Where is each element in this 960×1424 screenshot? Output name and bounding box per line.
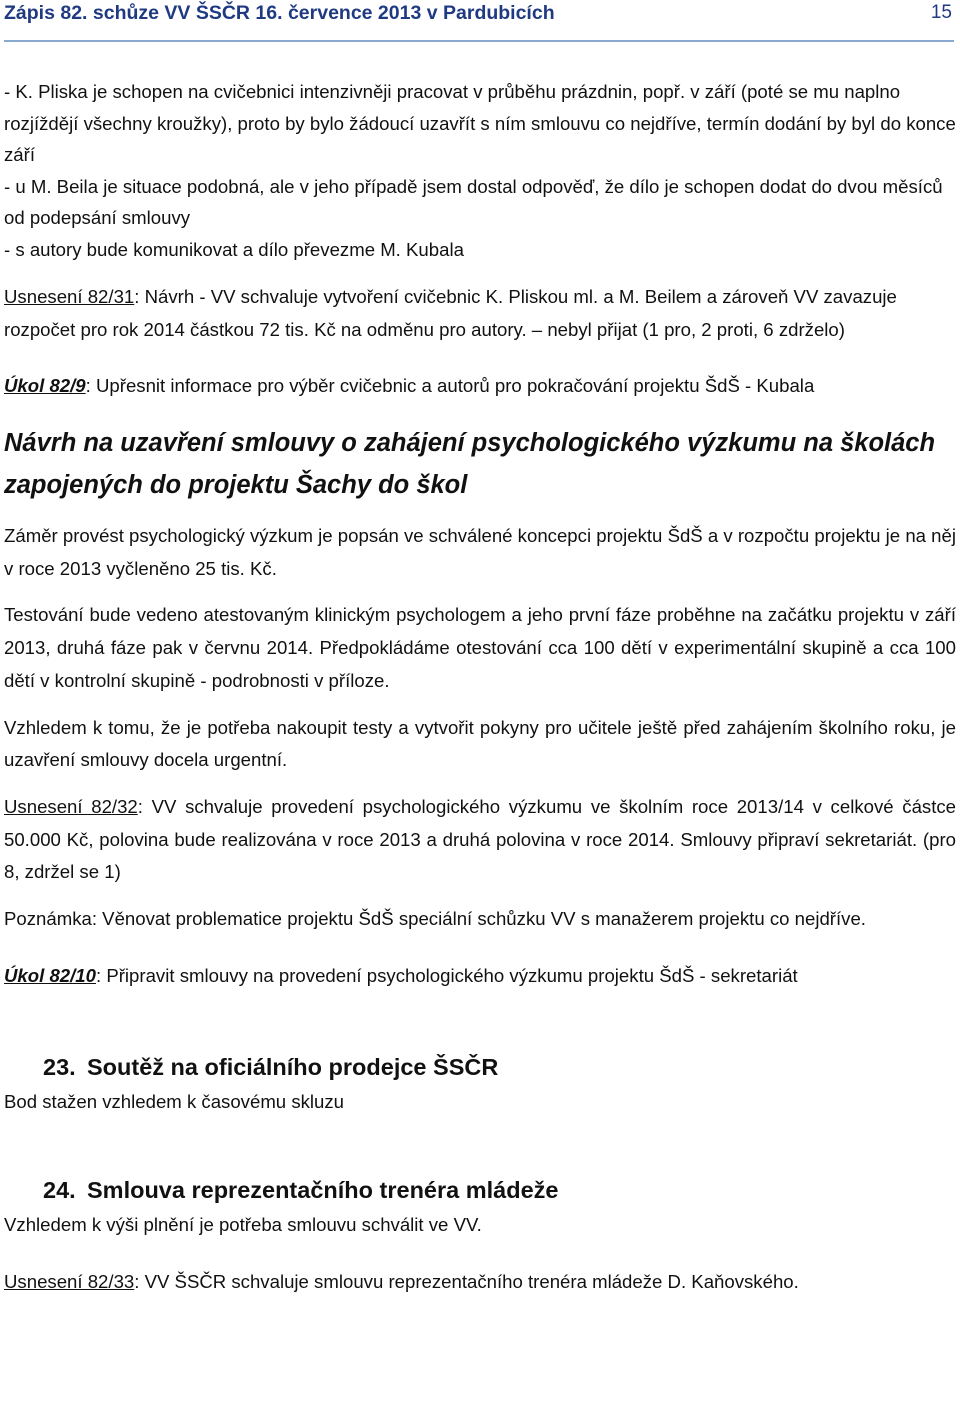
section-23-heading bbox=[4, 1050, 956, 1084]
resolution-82-33 bbox=[4, 1266, 956, 1297]
resolution-82-31 bbox=[4, 280, 956, 346]
task-label: Úkol 82/9 bbox=[4, 375, 86, 396]
note-paragraph: Poznámka: Věnovat problematice projektu ŠdŠ speciální schůzku VV s manažerem projektu co nejdříve. bbox=[4, 908, 866, 930]
section-number: 24. bbox=[43, 1176, 76, 1203]
section-heading: Návrh na uzavření smlouvy o zahájení psychologického výzkumu na školách zapojených do projektu Šachy do škol bbox=[4, 429, 936, 499]
section-number: 23. bbox=[43, 1053, 76, 1080]
section-24-text: Vzhledem k výši plnění je potřeba smlouvu schválit ve VV. bbox=[4, 1213, 482, 1235]
task-label: Úkol 82/10 bbox=[4, 964, 96, 986]
resolution-label: Usnesení 82/32 bbox=[4, 795, 138, 817]
authors-line: - s autory bude komunikovat a dílo převezme M. Kubala bbox=[4, 238, 464, 260]
section-title: Soutěž na oficiálního prodejce ŠSČR bbox=[87, 1053, 499, 1080]
resolution-text: : VV ŠSČR schvaluje smlouvu reprezentačního trenéra mládeže D. Kaňovského. bbox=[134, 1270, 799, 1292]
page-number: 15 bbox=[930, 2, 952, 23]
task-82-10 bbox=[4, 960, 956, 992]
paragraph-intent: Záměr provést psychologický výzkum je popsán ve schválené koncepci projektu ŠdŠ a v rozpočtu projektu je na něj v roce 2013 vyčleněno 25 tis. Kč. bbox=[4, 525, 956, 579]
resolution-text: : VV schvaluje provedení psychologického výzkumu ve školním roce 2013/14 v celkové částce 50.000 Kč, polovina bude realizována v roce 2013 a druhá polovina v roce 2014. Smlouvy připraví sekretariát. (pro 8, zdržel se 1) bbox=[4, 795, 957, 883]
resolution-82-32 bbox=[4, 791, 956, 889]
section-23-text: Bod stažen vzhledem k časovému skluzu bbox=[4, 1090, 345, 1112]
resolution-text: : Návrh - VV schvaluje vytvoření cvičebnic K. Pliskou ml. a M. Beilem a zároveň VV zavazuje rozpočet pro rok 2014 částkou 72 tis. Kč na odměnu pro autory. – nebyl přijat (1 pro, 2 proti, 6 zdrželo) bbox=[4, 286, 897, 340]
section-24-heading bbox=[4, 1173, 956, 1207]
task-text: : Upřesnit informace pro výběr cvičebnic a autorů pro pokračování projektu ŠdŠ - Kubala bbox=[85, 375, 815, 396]
document-body bbox=[4, 76, 956, 1297]
section-title: Smlouva reprezentačního trenéra mládeže bbox=[87, 1176, 559, 1203]
beil-line: - u M. Beila je situace podobná, ale v jeho případě jsem dostal odpověď, že dílo je schopen dodat do dvou měsíců od podepsání smlouvy bbox=[4, 175, 943, 228]
page-header bbox=[4, 0, 954, 42]
task-82-9 bbox=[4, 370, 956, 402]
paragraph-urgency: Vzhledem k tomu, že je potřeba nakoupit testy a vytvořit pokyny pro učitele ještě před zahájením školního roku, je uzavření smlouvy docela urgentní. bbox=[4, 716, 956, 771]
resolution-label: Usnesení 82/31 bbox=[4, 286, 135, 307]
task-text: : Připravit smlouvy na provedení psychologického výzkumu projektu ŠdŠ - sekretariát bbox=[96, 964, 798, 986]
intro-paragraph: - K. Pliska je schopen na cvičebnici intenzivněji pracovat v průběhu prázdnin, popř. v září (poté se mu naplno rozjíždějí všechny kroužky), proto by bylo žádoucí uzavřít s ním smlouvu co nejdříve, termín dodání by byl do konce září bbox=[4, 81, 956, 165]
paragraph-testing: Testování bude vedeno atestovaným klinickým psychologem a jeho první fáze proběhne na začátku projektu v září 2013, druhá fáze pak v červnu 2014. Předpokládáme otestování cca 100 dětí v experimentální skupině a cca 100 dětí v kontrolní skupině - podrobnosti v příloze. bbox=[4, 604, 956, 691]
document-title: Zápis 82. schůze VV ŠSČR 16. července 2013 v Pardubicích bbox=[4, 2, 555, 24]
resolution-label: Usnesení 82/33 bbox=[4, 1270, 135, 1292]
